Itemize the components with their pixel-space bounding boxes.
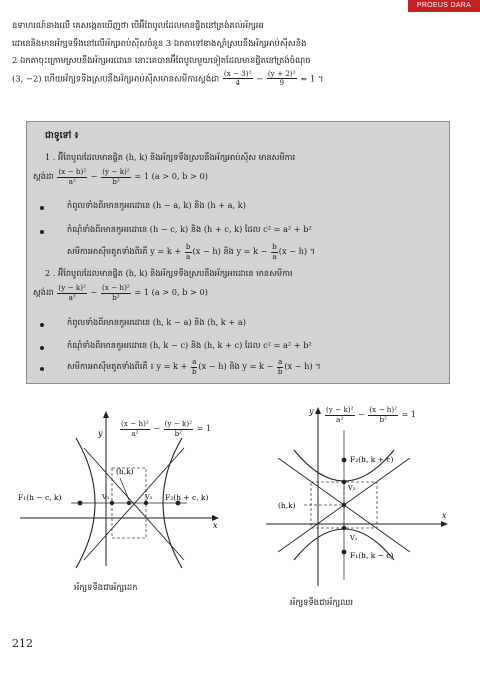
denominator: a	[272, 251, 277, 261]
denominator: 4	[235, 78, 240, 87]
case1-foci: កំណុំទាំងពីរមានកូអរដោនេ (h − c, k) និង (h + c, k) ដែល c² = a² + b²	[67, 224, 312, 234]
numerator: (x − 3)²	[223, 68, 252, 78]
graph-vertical-hyperbola	[258, 400, 474, 592]
asymptote-text-c: (x − h) ។	[284, 361, 321, 371]
numerator: (y − k)²	[58, 283, 86, 292]
vertex-1-point	[110, 501, 114, 505]
center-point	[342, 503, 346, 507]
center-label: (h,k)	[116, 467, 134, 476]
bullet-dot	[40, 206, 44, 210]
x-axis-label: x	[213, 521, 218, 530]
graph2-equation: $\frac{\text{(y − k)²}}{\text{a²}}$ − $\frac{\text{(x − h)²}}{\text{b²}}$ = 1	[326, 405, 416, 424]
case1-heading: 1 . អ៊ីពែបូលដែលមានផ្ចិត (h, k) និងអ័ក្សទទឹងស្របនឹងអ័ក្សអាប់ស៊ីស មានសមីការ	[45, 152, 296, 162]
case1-asymptotes	[67, 243, 315, 261]
fraction	[368, 406, 398, 424]
vertex-2-point	[144, 501, 148, 505]
case1-eq-rest: = 1 (a > 0, b > 0)	[134, 171, 208, 181]
focus-2-label: F₂(h + c, k)	[165, 493, 209, 502]
case2-vertices: កំពូលទាំងពីរមានកូអរដោនេ (h, k − a) និង (h, k + a)	[67, 317, 246, 327]
denominator: b	[277, 366, 283, 376]
focus-1-point	[78, 501, 83, 506]
numerator: (y − k)²	[164, 419, 193, 428]
intro-paragraph	[12, 17, 467, 88]
bullet-dot	[40, 367, 44, 371]
x-axis-label: x	[442, 511, 447, 520]
vertex-1-label: V₁	[102, 493, 110, 501]
vertex-1-label: V₁	[350, 534, 358, 542]
graph-horizontal-hyperbola	[14, 400, 236, 572]
intro-line-4: (3, −2) ហើយអ័ក្សទទឹងស្របនឹងអ័ក្សអាប់ស៊ីសមានសមីការស្តង់ដា $\frac{\text{(x − 3)²}}{4}$ − $\frac{\text{(y + 2)²}}{9}$ = 1 ។	[12, 68, 324, 87]
standard-label: ស្តង់ដា	[33, 171, 54, 181]
numerator: (x − h)²	[369, 405, 398, 414]
denominator: b²	[174, 428, 183, 438]
graph-vertical-svg	[258, 400, 474, 592]
case1-fraction-1	[57, 168, 87, 186]
bullet-dot	[40, 323, 44, 327]
center-label: (h,k)	[278, 501, 296, 510]
denominator: b	[191, 366, 197, 376]
numerator: (x − h)²	[121, 419, 149, 428]
y-axis-label: y	[309, 407, 314, 416]
y-axis-arrow	[103, 411, 109, 418]
case2-equation: ស្តង់ដា $\frac{\text{(y − k)²}}{\text{a²}}$ − $\frac{\text{(x − h)²}}{\text{b²}}$ = 1 (a > 0, b > 0)	[33, 283, 208, 302]
eq-rest: = 1	[401, 410, 416, 419]
vertex-2-point	[342, 480, 346, 484]
header-badge: PROEUS DARA	[408, 0, 480, 12]
case2-asymptotes	[67, 358, 321, 376]
vertex-2-label: V₂	[145, 493, 153, 501]
fraction	[325, 406, 355, 424]
asymptote-text-a: សមីការអាស៊ីមតូតទាំងពីរគឺ y = k +	[67, 246, 182, 256]
graph2-caption: អ័ក្សទទឹងជាអ័ក្សឈរ	[290, 597, 354, 607]
intro-line-2: ដោនេនិងមានអ័ក្សទទឹងនៅលើអ័ក្សអាប់ស៊ីសចំនួន 3 ឯកតាទៅខាងស្តាំស្របនឹងអ័ក្សអាប់ស៊ីសនិង	[12, 37, 307, 48]
numerator: b	[185, 242, 191, 251]
summary-title: ជាទូទៅ ៖	[45, 130, 79, 141]
denominator: a²	[336, 414, 344, 424]
denominator: b²	[112, 176, 120, 186]
case1-vertices: កំពូលទាំងពីរមានកូអរដោនេ (h − a, k) និង (h + a, k)	[67, 200, 246, 210]
eq-rest: = 1	[196, 424, 211, 433]
focus-1-label: F₁(h − c, k)	[18, 493, 62, 502]
asymptote-text-b: (x − h) និង y = k −	[198, 361, 274, 371]
numerator: (x − h)²	[101, 283, 130, 292]
case2-fraction-1	[57, 284, 87, 302]
graph1-equation: $\frac{\text{(x − h)²}}{\text{a²}}$ − $\frac{\text{(y − k)²}}{\text{b²}}$ = 1	[121, 419, 211, 438]
y-axis-label: y	[98, 429, 103, 438]
page-number: 212	[12, 637, 33, 650]
center-pointer	[120, 478, 129, 500]
numerator: a	[192, 357, 197, 366]
intro-fraction-2	[267, 70, 297, 88]
graph1-caption: អ័ក្សទទឹងជាអ័ក្សដេក	[74, 582, 138, 592]
intro-line-3: 2 ឯកតាចុះក្រោមស្របនឹងអ័ក្សអរដោនេ នោះគេបានអ៊ីពែបូលមួយទៀតដែលមានផ្ចិតនៅត្រង់ចំណុច	[12, 55, 311, 65]
focus-2-point	[342, 458, 347, 463]
asymptote-text-a: សមីការអាស៊ីមតូតទាំងពីរគឺ ៖ y = k +	[67, 361, 188, 371]
numerator: (y − k)²	[102, 167, 130, 176]
vertex-2-label: V₂	[348, 484, 356, 492]
intro-fraction-1	[223, 70, 253, 88]
intro-line-1: ឧទាហរណ៍ខាងលើ គេសង្កេតឃើញថា បើអ៊ីពែបូលដែលមានផ្ចិតនៅត្រង់គល់អ័ក្សអរ	[12, 20, 264, 30]
denominator: a²	[68, 176, 76, 186]
summary-box	[26, 121, 450, 384]
bullet-dot	[40, 346, 44, 350]
numerator: (y + 2)²	[267, 68, 296, 78]
numerator: (x − h)²	[58, 167, 87, 176]
asymptote-text-b: (x − h) និង y = k −	[192, 246, 268, 256]
denominator: b²	[112, 292, 120, 302]
slope-fraction	[191, 358, 197, 376]
bullet-dot	[40, 230, 44, 234]
denominator: 9	[279, 78, 285, 87]
case2-eq-rest: = 1 (a > 0, b > 0)	[134, 287, 208, 297]
asymptote-text-c: (x − h) ។	[278, 246, 316, 256]
focus-1-point	[342, 550, 347, 555]
case2-heading: 2 . អ៊ីពែបូលដែលមានផ្ចិត (h, k) និងអ័ក្សទទឹងស្របនឹងអ័ក្សអរដោនេ មានសមីការ	[45, 268, 293, 278]
fraction	[164, 420, 194, 438]
denominator: a²	[131, 428, 139, 438]
center-point	[127, 501, 131, 505]
denominator: a²	[68, 292, 76, 302]
focus-2-label: F₂(h, k + c)	[350, 455, 394, 464]
case2-fraction-2	[101, 284, 131, 302]
vertex-1-point	[342, 526, 346, 530]
slope-fraction	[185, 243, 192, 261]
y-axis-arrow	[315, 407, 321, 414]
case2-foci: កំណុំទាំងពីរមានកូអរដោនេ (h, k − c) និង (h, k + c) ដែល c² = a² + b²	[67, 340, 312, 350]
denominator: a	[186, 251, 191, 261]
case1-equation: ស្តង់ដា $\frac{\text{(x − h)²}}{\text{a²}}$ − $\frac{\text{(y − k)²}}{\text{b²}}$ = 1 (a > 0, b > 0)	[33, 167, 208, 186]
numerator: a	[278, 357, 283, 366]
slope-fraction	[271, 243, 278, 261]
denominator: b²	[379, 414, 387, 424]
case1-fraction-2	[101, 168, 131, 186]
intro-line-4-text: (3, −2) ហើយអ័ក្សទទឹងស្របនឹងអ័ក្សអាប់ស៊ីសមានសមីការស្តង់ដា	[12, 73, 220, 83]
slope-fraction	[277, 358, 283, 376]
fraction	[120, 420, 150, 438]
x-axis-arrow	[441, 521, 448, 527]
focus-1-label: F₁(h, k − c)	[350, 551, 394, 560]
numerator: (y − k)²	[326, 405, 354, 414]
numerator: b	[272, 242, 277, 251]
standard-label: ស្តង់ដា	[33, 287, 54, 297]
intro-eq-rest: = 1 ។	[300, 73, 324, 83]
